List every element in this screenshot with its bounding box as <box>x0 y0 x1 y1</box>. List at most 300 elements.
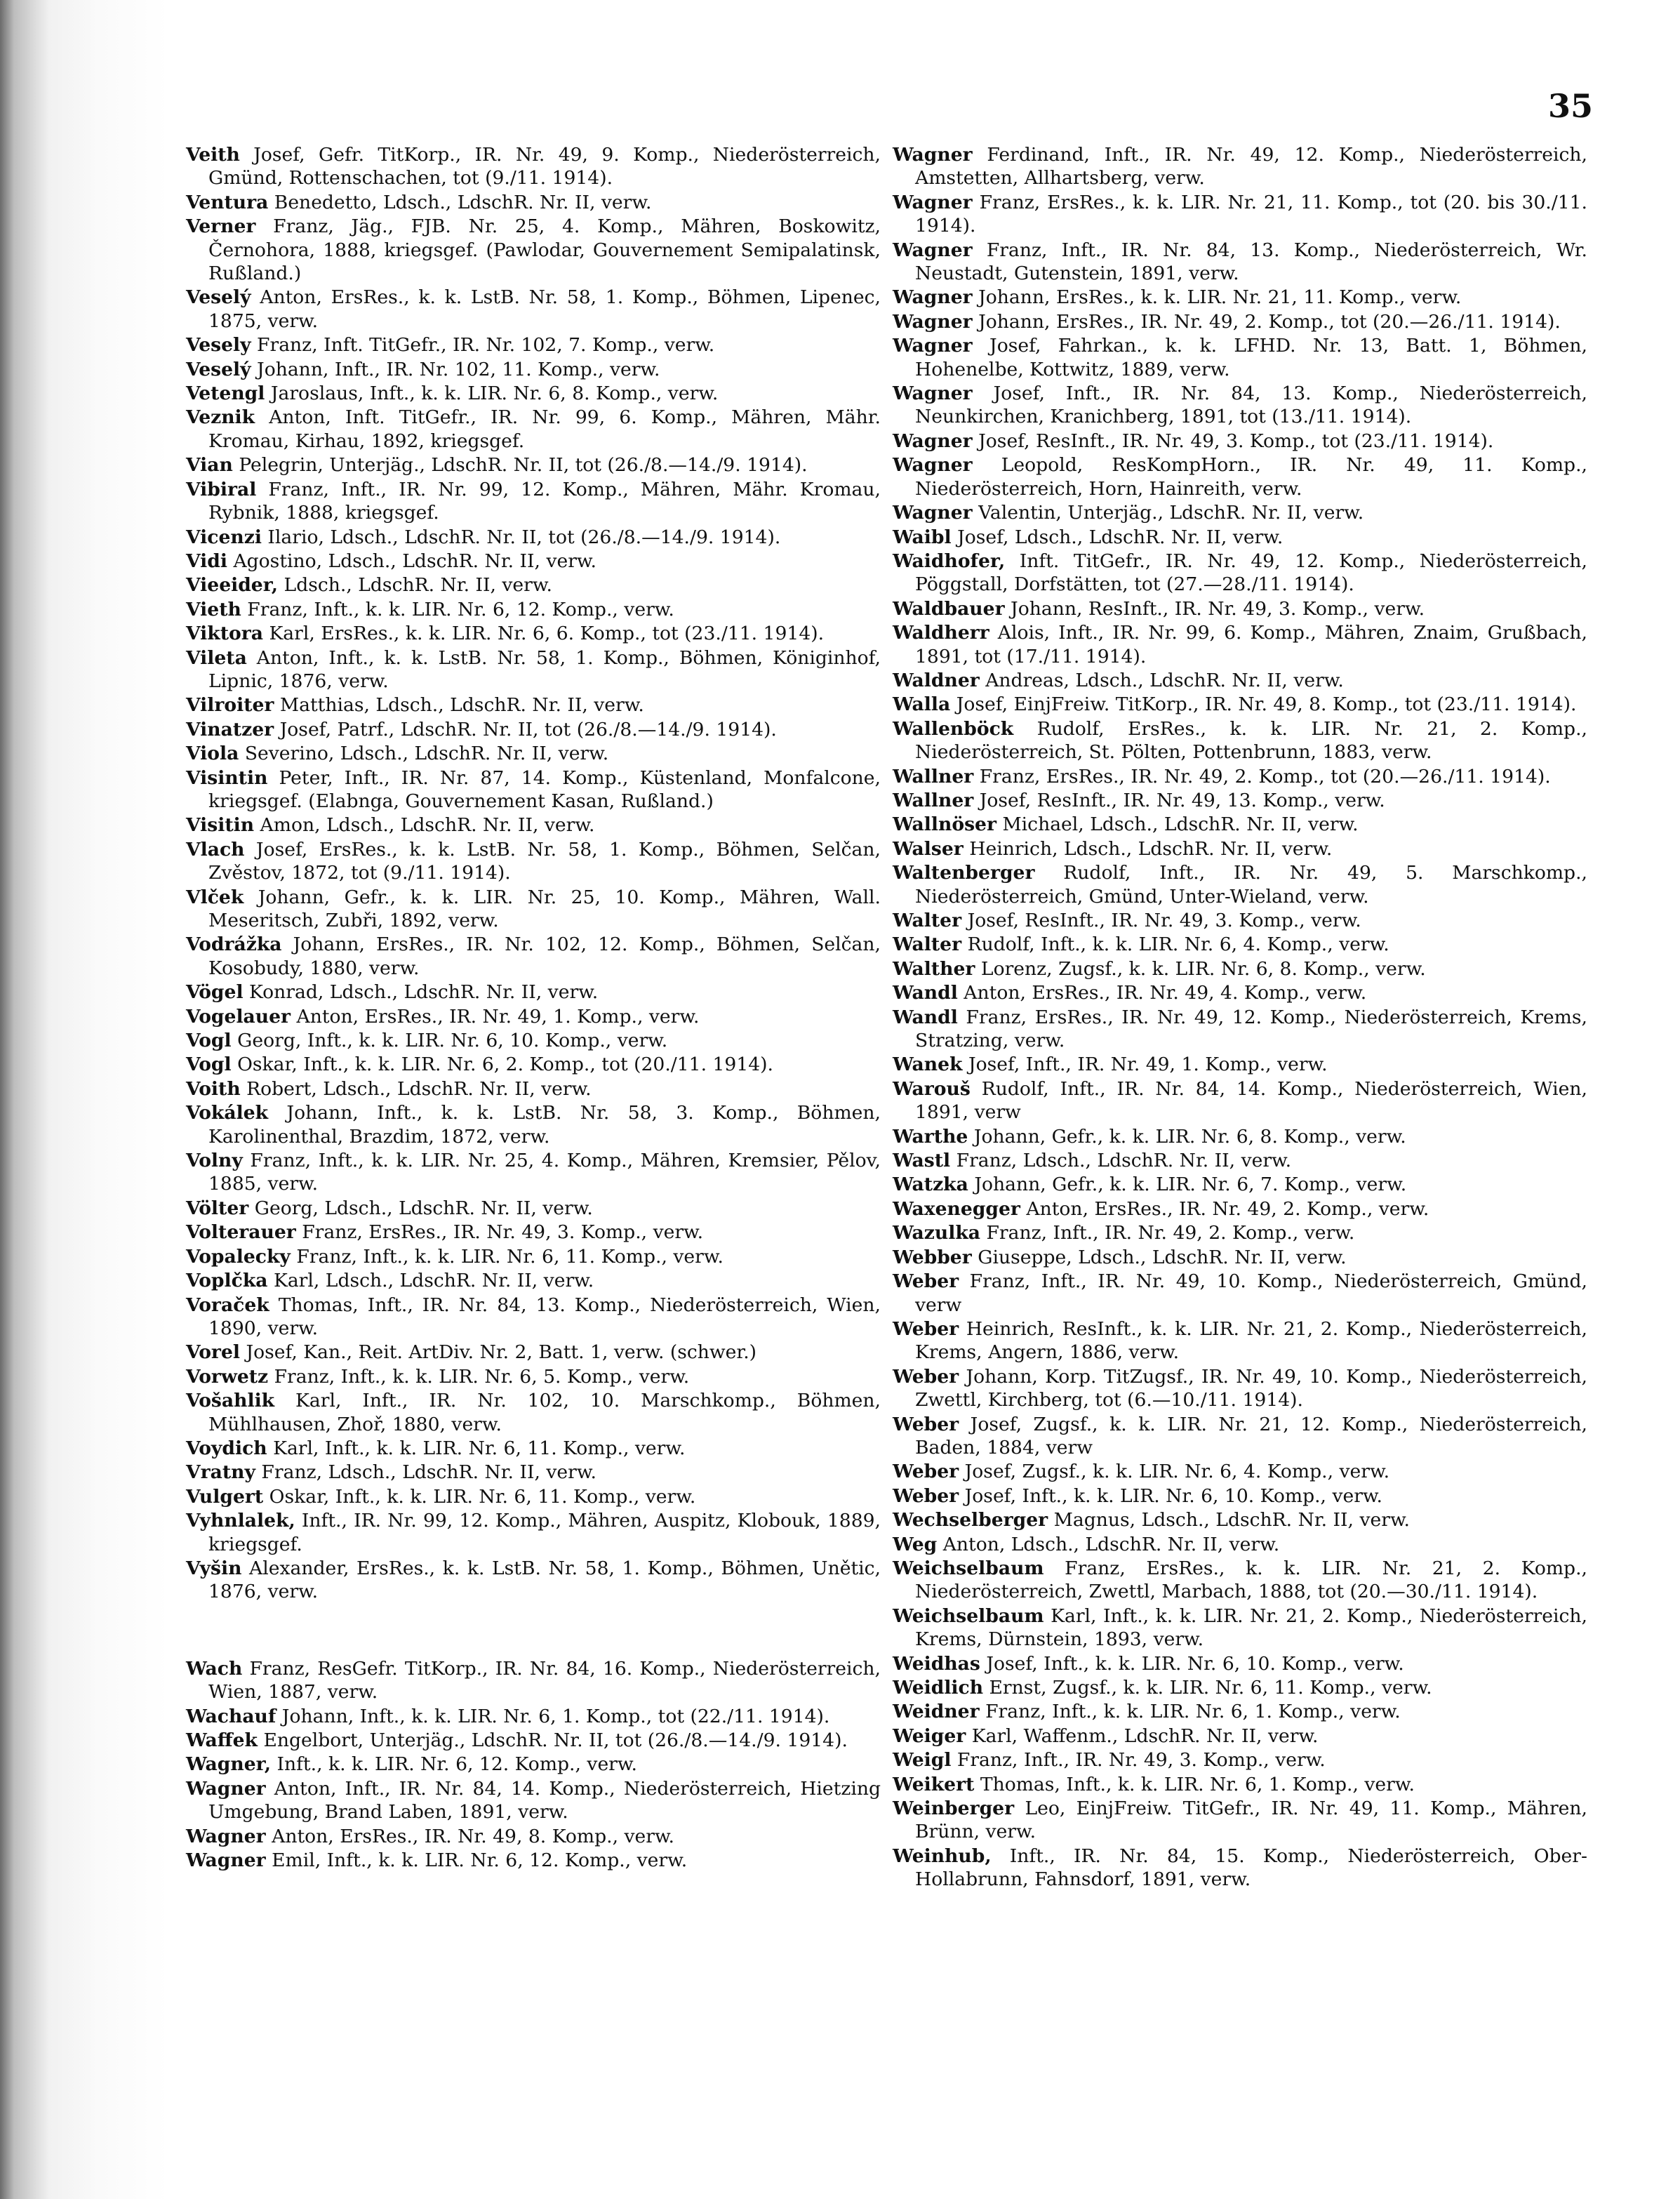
casualty-entry <box>186 1365 881 1388</box>
entry-details: Johann, ErsRes., IR. Nr. 49, 2. Komp., tot (20.—26./11. 1914). <box>978 310 1561 333</box>
casualty-entry <box>186 1437 881 1460</box>
casualty-entry <box>893 1557 1587 1604</box>
surname: Weg <box>893 1533 938 1555</box>
surname: Wagner <box>893 335 973 357</box>
surname: Vesely <box>186 334 251 357</box>
entry-details: Alois, Inft., IR. Nr. 99, 6. Komp., Mähren, Znaim, Grußbach, 1891, tot (17./11. 1914). <box>915 622 1587 667</box>
surname: Wallenböck <box>893 717 1014 740</box>
casualty-entry <box>893 550 1587 597</box>
entry-details: Ilario, Ldsch., LdschR. Nr. II, tot (26./8.—14./9. 1914). <box>267 526 781 548</box>
casualty-entry <box>186 838 881 885</box>
surname: Wagner <box>893 191 973 213</box>
casualty-entry <box>893 765 1587 788</box>
surname: Veselý <box>186 286 251 309</box>
casualty-entry <box>893 501 1587 524</box>
entry-details: Konrad, Ldsch., LdschR. Nr. II, verw. <box>249 981 599 1004</box>
casualty-entry <box>893 453 1587 500</box>
surname: Weigl <box>893 1749 952 1772</box>
surname: Weber <box>893 1270 959 1293</box>
surname: Visitin <box>186 814 255 837</box>
surname: Weidhas <box>893 1652 980 1675</box>
surname: Vlček <box>186 886 244 908</box>
casualty-entry <box>186 478 881 525</box>
casualty-entry <box>893 382 1587 429</box>
surname: Walser <box>893 837 964 860</box>
surname: Weber <box>893 1461 959 1483</box>
casualty-entry <box>186 143 881 190</box>
casualty-entry <box>893 1845 1587 1892</box>
entry-details: Johann, ResInft., IR. Nr. 49, 3. Komp., verw. <box>1011 597 1425 620</box>
surname: Walter <box>893 934 962 956</box>
entry-details: Franz, Inft., IR. Nr. 49, 3. Komp., verw. <box>956 1749 1326 1772</box>
casualty-entry <box>186 1221 881 1244</box>
casualty-entry <box>186 813 881 837</box>
casualty-entry <box>186 1101 881 1148</box>
entry-details: Franz, ErsRes., k. k. LIR. Nr. 21, 11. Komp., tot (20. bis 30./11. 1914). <box>915 191 1587 237</box>
surname: Waibl <box>893 526 952 548</box>
surname: Vidi <box>186 550 227 572</box>
casualty-entry <box>893 1652 1587 1675</box>
entry-details: Franz, Inft., k. k. LIR. Nr. 25, 4. Komp., Mähren, Kremsier, Pělov, 1885, verw. <box>208 1150 881 1195</box>
entry-details: Josef, Ldsch., LdschR. Nr. II, verw. <box>957 526 1284 548</box>
surname: Visintin <box>186 766 268 789</box>
entry-details: Josef, Zugsf., k. k. LIR. Nr. 21, 12. Komp., Niederösterreich, Baden, 1884, verw <box>915 1413 1587 1459</box>
casualty-entry <box>893 1508 1587 1532</box>
surname: Vorel <box>186 1341 240 1364</box>
surname: Wanek <box>893 1054 963 1076</box>
casualty-entry <box>186 598 881 621</box>
entry-details: Rudolf, Inft., k. k. LIR. Nr. 6, 4. Komp., verw. <box>967 934 1389 956</box>
entry-details: Franz, Ldsch., LdschR. Nr. II, verw. <box>956 1150 1292 1172</box>
surname: Wagner <box>893 144 973 166</box>
entry-details: Johann, Inft., k. k. LIR. Nr. 6, 1. Komp., tot (22./11. 1914). <box>281 1705 830 1727</box>
casualty-entry <box>893 310 1587 333</box>
surname: Walter <box>893 910 962 931</box>
casualty-entry <box>893 1748 1587 1772</box>
entry-details: Franz, Ldsch., LdschR. Nr. II, verw. <box>261 1461 596 1484</box>
surname: Wallner <box>893 765 974 788</box>
entry-details: Michael, Ldsch., LdschR. Nr. II, verw. <box>1002 813 1359 836</box>
surname: Vyšin <box>186 1557 242 1579</box>
surname: Weinberger <box>893 1798 1015 1820</box>
surname: Vorwetz <box>186 1365 269 1388</box>
entry-details: Rudolf, Inft., IR. Nr. 49, 5. Marschkomp., Niederösterreich, Gmünd, Unter-Wieland, verw. <box>915 862 1587 908</box>
surname: Webber <box>893 1246 972 1268</box>
casualty-entry <box>186 286 881 333</box>
casualty-entry <box>186 526 881 549</box>
entry-details: Agostino, Ldsch., LdschR. Nr. II, verw. <box>233 550 596 572</box>
surname: Vogl <box>186 1054 232 1076</box>
entry-details: Anton, Inft., IR. Nr. 84, 14. Komp., Niederösterreich, Hietzing Umgebung, Brand Laben, 1891, verw. <box>208 1777 881 1823</box>
surname: Wachauf <box>186 1705 276 1727</box>
entry-details: Karl, Inft., IR. Nr. 102, 10. Marschkomp., Böhmen, Mühlhausen, Zhoř, 1880, verw. <box>208 1390 881 1435</box>
casualty-entry <box>893 1725 1587 1748</box>
entry-details: Johann, Korp. TitZugsf., IR. Nr. 49, 10. Komp., Niederösterreich, Zwettl, Kirchberg, tot (6.—10./11. 1914). <box>915 1365 1587 1411</box>
surname: Walther <box>893 957 975 980</box>
surname: Wagner, <box>186 1753 271 1776</box>
surname: Weidlich <box>893 1677 984 1699</box>
surname: Vratny <box>186 1461 255 1484</box>
surname: Wagner <box>893 430 973 452</box>
entry-details: Leo, EinjFreiw. TitGefr., IR. Nr. 49, 11. Komp., Mähren, Brünn, verw. <box>915 1798 1587 1843</box>
casualty-entry <box>186 1461 881 1484</box>
casualty-entry <box>893 621 1587 668</box>
entry-details: Valentin, Unterjäg., LdschR. Nr. II, verw. <box>978 502 1364 524</box>
casualty-entry <box>186 1197 881 1220</box>
entry-details: Franz, ErsRes., IR. Nr. 49, 12. Komp., Niederösterreich, Krems, Stratzing, verw. <box>915 1006 1587 1052</box>
surname: Weidner <box>893 1701 980 1723</box>
casualty-entry <box>186 358 881 381</box>
surname: Völter <box>186 1197 249 1219</box>
surname: Vileta <box>186 646 247 669</box>
surname: Waffek <box>186 1729 258 1751</box>
surname: Vyhnlalek, <box>186 1510 295 1532</box>
entry-details: Anton, Ldsch., LdschR. Nr. II, verw. <box>942 1533 1280 1555</box>
entry-details: Lorenz, Zugsf., k. k. LIR. Nr. 6, 8. Komp., verw. <box>980 957 1426 980</box>
surname: Wagner <box>186 1849 266 1872</box>
casualty-entry <box>893 1149 1587 1172</box>
casualty-entry <box>186 1557 881 1604</box>
casualty-entry <box>893 1460 1587 1483</box>
casualty-entry <box>893 837 1587 861</box>
surname: Vieth <box>186 598 241 620</box>
casualty-entry <box>893 1317 1587 1364</box>
casualty-entry <box>893 909 1587 932</box>
surname: Weber <box>893 1365 959 1388</box>
casualty-entry <box>893 191 1587 238</box>
casualty-entry <box>186 550 881 573</box>
surname: Vopalecky <box>186 1245 291 1268</box>
entry-details: Josef, Inft., k. k. LIR. Nr. 6, 10. Komp., verw. <box>964 1484 1382 1507</box>
entry-details: Josef, ResInft., IR. Nr. 49, 13. Komp., verw. <box>979 789 1385 811</box>
entry-details: Ernst, Zugsf., k. k. LIR. Nr. 6, 11. Komp., verw. <box>989 1677 1432 1699</box>
entry-details: Anton, ErsRes., IR. Nr. 49, 2. Komp., verw. <box>1026 1197 1429 1220</box>
casualty-entry <box>893 1125 1587 1148</box>
surname: Vibiral <box>186 478 257 500</box>
surname: Wagner <box>893 454 973 477</box>
surname: Warouš <box>893 1077 971 1100</box>
surname: Weber <box>893 1413 959 1435</box>
casualty-entry <box>893 597 1587 620</box>
surname: Vieeider, <box>186 574 279 597</box>
surname: Vokálek <box>186 1102 269 1124</box>
entry-details: Severino, Ldsch., LdschR. Nr. II, verw. <box>244 743 609 765</box>
entry-details: Giuseppe, Ldsch., LdschR. Nr. II, verw. <box>978 1246 1347 1268</box>
surname: Wagner <box>893 286 973 309</box>
casualty-entry <box>186 333 881 357</box>
casualty-entry <box>893 1077 1587 1124</box>
casualty-entry <box>186 1389 881 1436</box>
casualty-entry <box>186 1005 881 1028</box>
casualty-entry <box>893 1484 1587 1508</box>
surname: Veselý <box>186 358 251 380</box>
entry-details: Josef, EinjFreiw. TitKorp., IR. Nr. 49, 8. Komp., tot (23./11. 1914). <box>956 693 1577 716</box>
entry-details: Franz, Inft. TitGefr., IR. Nr. 102, 7. Komp., verw. <box>257 334 715 357</box>
surname: Vinatzer <box>186 718 274 740</box>
entry-details: Peter, Inft., IR. Nr. 87, 14. Komp., Küstenland, Monfalcone, kriegsgef. (Elabnga, Gouvernement Kasan, Rußland.) <box>208 766 881 812</box>
casualty-entry <box>893 1053 1587 1076</box>
entry-details: Inft., IR. Nr. 99, 12. Komp., Mähren, Auspitz, Klobouk, 1889, kriegsgef. <box>208 1510 881 1555</box>
casualty-entry <box>186 718 881 741</box>
surname: Waidhofer, <box>893 550 1006 572</box>
entry-details: Josef, Zugsf., k. k. LIR. Nr. 6, 4. Komp., verw. <box>964 1461 1390 1483</box>
casualty-entry <box>893 286 1587 309</box>
surname: Wastl <box>893 1150 951 1172</box>
entry-details: Franz, Inft., k. k. LIR. Nr. 6, 1. Komp., verw. <box>985 1701 1401 1723</box>
entry-details: Inft., k. k. LIR. Nr. 6, 12. Komp., verw. <box>276 1753 637 1776</box>
surname: Waxenegger <box>893 1197 1020 1220</box>
entry-details: Josef, Inft., k. k. LIR. Nr. 6, 10. Komp., verw. <box>986 1652 1404 1675</box>
casualty-entry <box>893 1533 1587 1556</box>
entry-details: Franz, Inft., IR. Nr. 49, 10. Komp., Niederösterreich, Gmünd, verw <box>915 1270 1587 1316</box>
page-number: 35 <box>1547 87 1593 125</box>
surname: Vicenzi <box>186 526 262 548</box>
entry-details: Leopold, ResKompHorn., IR. Nr. 49, 11. Komp., Niederösterreich, Horn, Hainreith, verw. <box>915 454 1587 500</box>
casualty-entry <box>186 573 881 597</box>
casualty-entry <box>186 1753 881 1776</box>
entry-details: Ldsch., LdschR. Nr. II, verw. <box>284 574 552 597</box>
casualty-entry <box>186 1705 881 1728</box>
entry-details: Karl, Waffenm., LdschR. Nr. II, verw. <box>971 1725 1319 1747</box>
casualty-entry <box>186 693 881 717</box>
entry-details: Johann, ErsRes., k. k. LIR. Nr. 21, 11. Komp., verw. <box>978 286 1462 309</box>
entry-details: Robert, Ldsch., LdschR. Nr. II, verw. <box>246 1077 592 1100</box>
entry-details: Karl, ErsRes., k. k. LIR. Nr. 6, 6. Komp., tot (23./11. 1914). <box>269 623 825 645</box>
entry-details: Georg, Inft., k. k. LIR. Nr. 6, 10. Komp., verw. <box>237 1030 668 1052</box>
casualty-entry <box>893 789 1587 812</box>
entry-details: Josef, Gefr. TitKorp., IR. Nr. 49, 9. Komp., Niederösterreich, Gmünd, Rottenschachen, tot (9./11. 1914). <box>208 144 881 190</box>
surname: Viola <box>186 743 239 765</box>
casualty-entry <box>186 1269 881 1292</box>
casualty-entry <box>186 1509 881 1556</box>
surname: Vian <box>186 454 233 477</box>
entry-details: Engelbort, Unterjäg., LdschR. Nr. II, tot (26./8.—14./9. 1914). <box>263 1729 848 1751</box>
casualty-entry <box>893 1173 1587 1196</box>
entry-details: Anton, Inft. TitGefr., IR. Nr. 99, 6. Komp., Mähren, Mähr. Kromau, Kirhau, 1892, kriegsgef. <box>208 406 881 452</box>
casualty-entry <box>186 453 881 477</box>
casualty-entry <box>186 1053 881 1076</box>
casualty-entry <box>893 1197 1587 1221</box>
entry-details: Josef, ResInft., IR. Nr. 49, 3. Komp., verw. <box>967 910 1361 931</box>
casualty-entry <box>893 1270 1587 1317</box>
casualty-entry <box>893 813 1587 836</box>
entry-details: Georg, Ldsch., LdschR. Nr. II, verw. <box>254 1197 593 1219</box>
surname: Weber <box>893 1317 959 1340</box>
surname: Waltenberger <box>893 862 1035 884</box>
casualty-entry <box>186 1657 881 1704</box>
surname: Voydich <box>186 1437 267 1459</box>
entry-details: Franz, Inft., k. k. LIR. Nr. 6, 5. Komp., verw. <box>274 1365 690 1388</box>
entry-details: Pelegrin, Unterjäg., LdschR. Nr. II, tot (26./8.—14./9. 1914). <box>239 454 808 477</box>
entry-details: Franz, Inft., k. k. LIR. Nr. 6, 12. Komp., verw. <box>247 598 674 620</box>
casualty-entry <box>893 526 1587 549</box>
surname: Wallnöser <box>893 813 996 836</box>
surname: Wechselberger <box>893 1509 1048 1532</box>
entry-details: Oskar, Inft., k. k. LIR. Nr. 6, 11. Komp., verw. <box>269 1485 696 1508</box>
surname: Vogl <box>186 1030 232 1052</box>
entry-details: Johann, ErsRes., IR. Nr. 102, 12. Komp., Böhmen, Selčan, Kosobudy, 1880, verw. <box>208 934 881 979</box>
surname: Wandl <box>893 982 958 1004</box>
surname: Warthe <box>893 1125 968 1148</box>
entry-details: Karl, Inft., k. k. LIR. Nr. 6, 11. Komp., verw. <box>273 1437 686 1459</box>
entry-details: Franz, Inft., k. k. LIR. Nr. 6, 11. Komp., verw. <box>296 1245 724 1268</box>
casualty-entry <box>893 1797 1587 1844</box>
casualty-entry <box>186 1149 881 1196</box>
surname: Weber <box>893 1484 959 1507</box>
entry-details: Franz, Inft., IR. Nr. 49, 2. Komp., verw. <box>986 1222 1355 1244</box>
entry-details: Josef, Fahrkan., k. k. LFHD. Nr. 13, Batt. 1, Böhmen, Hohenelbe, Kottwitz, 1889, verw. <box>915 335 1587 380</box>
entry-details: Franz, ResGefr. TitKorp., IR. Nr. 84, 16. Komp., Niederösterreich, Wien, 1887, verw. <box>208 1657 881 1703</box>
surname: Weichselbaum <box>893 1557 1044 1579</box>
surname: Wazulka <box>893 1222 980 1244</box>
casualty-entry <box>893 717 1587 764</box>
casualty-entry <box>186 766 881 813</box>
casualty-entry <box>186 622 881 645</box>
entry-details: Josef, Inft., IR. Nr. 49, 1. Komp., verw. <box>968 1054 1328 1076</box>
entry-details: Oskar, Inft., k. k. LIR. Nr. 6, 2. Komp., tot (20./11. 1914). <box>237 1054 773 1076</box>
casualty-entry <box>893 1221 1587 1244</box>
surname: Vogelauer <box>186 1005 291 1028</box>
casualty-entry <box>893 1365 1587 1412</box>
section-separator <box>186 1605 881 1657</box>
casualty-entry <box>186 646 881 693</box>
surname: Waldner <box>893 669 980 691</box>
entry-details: Josef, ResInft., IR. Nr. 49, 3. Komp., tot (23./11. 1914). <box>978 430 1494 452</box>
casualty-entry <box>186 1777 881 1824</box>
surname: Vetengl <box>186 383 265 405</box>
entry-details: Ferdinand, Inft., IR. Nr. 49, 12. Komp., Niederösterreich, Amstetten, Allhartsberg, verw. <box>915 144 1587 190</box>
casualty-entry <box>893 143 1587 190</box>
surname: Wagner <box>893 239 973 261</box>
surname: Voith <box>186 1077 241 1100</box>
surname: Vošahlik <box>186 1390 275 1412</box>
entry-details: Inft., IR. Nr. 84, 15. Komp., Niederösterreich, Ober-Hollabrunn, Fahnsdorf, 1891, verw. <box>915 1845 1587 1891</box>
casualty-entry <box>893 334 1587 381</box>
surname: Wach <box>186 1657 243 1680</box>
surname: Weikert <box>893 1773 975 1795</box>
surname: Voraček <box>186 1294 269 1316</box>
surname: Viktora <box>186 623 263 645</box>
entry-details: Heinrich, Ldsch., LdschR. Nr. II, verw. <box>969 837 1333 860</box>
casualty-entry <box>186 1029 881 1052</box>
casualty-entry <box>186 1077 881 1101</box>
entry-details: Anton, ErsRes., IR. Nr. 49, 1. Komp., verw. <box>296 1005 700 1028</box>
entry-details: Josef, Inft., IR. Nr. 84, 13. Komp., Niederösterreich, Neunkirchen, Kranichberg, 1891, tot (13./11. 1914). <box>915 383 1587 428</box>
entry-details: Franz, Inft., IR. Nr. 84, 13. Komp., Niederösterreich, Wr. Neustadt, Gutenstein, 1891, verw. <box>915 239 1587 285</box>
entry-details: Anton, Inft., k. k. LstB. Nr. 58, 1. Komp., Böhmen, Königinhof, Lipnic, 1876, verw. <box>208 646 881 692</box>
entry-details: Magnus, Ldsch., LdschR. Nr. II, verw. <box>1053 1509 1411 1532</box>
entry-details: Johann, Gefr., k. k. LIR. Nr. 25, 10. Komp., Mähren, Wall. Meseritsch, Zubři, 1892, verw. <box>208 886 881 931</box>
surname: Veith <box>186 144 240 166</box>
casualty-entry <box>186 981 881 1004</box>
entry-details: Johann, Gefr., k. k. LIR. Nr. 6, 7. Komp., verw. <box>974 1174 1407 1196</box>
casualty-entry <box>893 1246 1587 1269</box>
entry-details: Inft. TitGefr., IR. Nr. 49, 12. Komp., Niederösterreich, Pöggstall, Dorfstätten, tot (27.—28./11. 1914). <box>915 550 1587 596</box>
surname: Ventura <box>186 191 269 213</box>
surname: Volny <box>186 1150 243 1172</box>
surname: Wallner <box>893 789 974 811</box>
entry-details: Karl, Ldsch., LdschR. Nr. II, verw. <box>273 1270 594 1292</box>
casualty-entry <box>186 215 881 285</box>
entry-details: Johann, Inft., IR. Nr. 102, 11. Komp., verw. <box>257 358 660 380</box>
casualty-entry <box>893 430 1587 453</box>
surname: Vulgert <box>186 1485 264 1508</box>
entry-details: Emil, Inft., k. k. LIR. Nr. 6, 12. Komp., verw. <box>272 1849 688 1872</box>
casualty-entry <box>893 1676 1587 1699</box>
entry-details: Josef, ErsRes., k. k. LstB. Nr. 58, 1. Komp., Böhmen, Selčan, Zvěstov, 1872, tot (9./11. 1914). <box>208 838 881 884</box>
casualty-entry <box>893 239 1587 286</box>
right-column <box>893 143 1587 1892</box>
entry-details: Amon, Ldsch., LdschR. Nr. II, verw. <box>260 814 595 837</box>
entry-details: Franz, ErsRes., IR. Nr. 49, 3. Komp., verw. <box>302 1221 704 1244</box>
surname: Wandl <box>893 1006 958 1028</box>
entry-details: Thomas, Inft., IR. Nr. 84, 13. Komp., Niederösterreich, Wien, 1890, verw. <box>208 1294 881 1339</box>
surname: Waldherr <box>893 622 989 644</box>
casualty-entry <box>893 1773 1587 1796</box>
entry-details: Franz, ErsRes., IR. Nr. 49, 2. Komp., tot (20.—26./11. 1914). <box>979 765 1551 788</box>
entry-details: Anton, ErsRes., IR. Nr. 49, 4. Komp., verw. <box>964 982 1367 1004</box>
entry-details: Heinrich, ResInft., k. k. LIR. Nr. 21, 2. Komp., Niederösterreich, Krems, Angern, 1886, verw. <box>915 1317 1587 1364</box>
surname: Volterauer <box>186 1221 296 1244</box>
casualty-entry <box>186 191 881 214</box>
surname: Wagner <box>186 1825 266 1847</box>
casualty-entry <box>186 1849 881 1872</box>
surname: Wagner <box>893 310 973 333</box>
casualty-entry <box>186 933 881 980</box>
casualty-entry <box>893 1006 1587 1053</box>
entry-details: Anton, ErsRes., k. k. LstB. Nr. 58, 1. Komp., Böhmen, Lipenec, 1875, verw. <box>208 286 881 332</box>
casualty-entry <box>893 669 1587 692</box>
entry-details: Josef, Patrf., LdschR. Nr. II, tot (26./8.—14./9. 1914). <box>279 718 777 740</box>
entry-details: Anton, ErsRes., IR. Nr. 49, 8. Komp., verw. <box>272 1825 675 1847</box>
casualty-entry <box>186 1485 881 1508</box>
surname: Vodrážka <box>186 934 282 956</box>
entry-details: Rudolf, Inft., IR. Nr. 84, 14. Komp., Niederösterreich, Wien, 1891, verw <box>915 1077 1587 1124</box>
entry-details: Thomas, Inft., k. k. LIR. Nr. 6, 1. Komp., verw. <box>980 1773 1415 1795</box>
entry-details: Josef, Kan., Reit. ArtDiv. Nr. 2, Batt. 1, verw. (schwer.) <box>246 1341 757 1364</box>
surname: Wagner <box>893 502 973 524</box>
casualty-entry <box>186 886 881 933</box>
entry-details: Johann, Gefr., k. k. LIR. Nr. 6, 8. Komp., verw. <box>973 1125 1406 1148</box>
surname: Weiger <box>893 1725 966 1747</box>
entry-details: Franz, ErsRes., k. k. LIR. Nr. 21, 2. Komp., Niederösterreich, Zwettl, Marbach, 1888, tot (20.—30./11. 1914). <box>915 1557 1587 1603</box>
surname: Wagner <box>186 1777 266 1800</box>
entry-details: Franz, Jäg., FJB. Nr. 25, 4. Komp., Mähren, Boskowitz, Černohora, 1888, kriegsgef. (Pawlodar, Gouvernement Semipalatinsk, Rußland.) <box>208 215 881 285</box>
casualty-entry <box>186 1825 881 1848</box>
surname: Watzka <box>893 1174 968 1196</box>
casualty-entry <box>186 406 881 453</box>
casualty-entry <box>186 1245 881 1268</box>
casualty-entry <box>893 693 1587 716</box>
entry-details: Johann, Inft., k. k. LstB. Nr. 58, 3. Komp., Böhmen, Karolinenthal, Brazdim, 1872, verw. <box>208 1102 881 1148</box>
surname: Walla <box>893 693 951 716</box>
surname: Weichselbaum <box>893 1605 1044 1627</box>
casualty-entry <box>186 1729 881 1752</box>
surname: Vögel <box>186 981 244 1004</box>
casualty-entry <box>893 861 1587 908</box>
casualty-entry <box>893 981 1587 1004</box>
surname: Vilroiter <box>186 694 274 717</box>
surname: Verner <box>186 215 256 238</box>
surname: Veznik <box>186 406 255 429</box>
entry-details: Jaroslaus, Inft., k. k. LIR. Nr. 6, 8. Komp., verw. <box>270 383 719 405</box>
surname: Waldbauer <box>893 597 1005 620</box>
left-column <box>186 143 881 1873</box>
entry-details: Matthias, Ldsch., LdschR. Nr. II, verw. <box>279 694 644 717</box>
casualty-entry <box>893 957 1587 981</box>
surname: Wagner <box>893 383 973 405</box>
entry-details: Karl, Inft., k. k. LIR. Nr. 21, 2. Komp., Niederösterreich, Krems, Dürnstein, 1893, verw. <box>915 1605 1587 1651</box>
